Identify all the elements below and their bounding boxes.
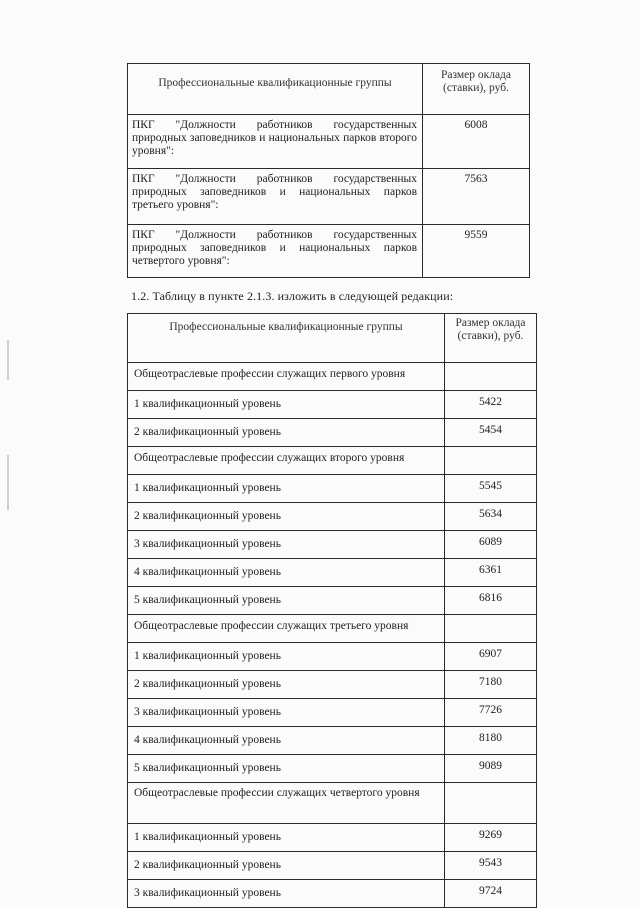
row-name: 2 квалификационный уровень xyxy=(128,503,445,531)
group-row xyxy=(128,783,537,824)
table-row xyxy=(128,391,537,419)
table-row xyxy=(128,531,537,559)
row-value: 9269 xyxy=(445,824,537,852)
row-value: 7563 xyxy=(423,169,530,225)
row-name: 1 квалификационный уровень xyxy=(128,643,445,671)
table-row xyxy=(128,115,530,169)
row-value: 5454 xyxy=(445,419,537,447)
amendment-caption: 1.2. Таблицу в пункте 2.1.3. изложить в следующей редакции: xyxy=(131,289,454,303)
row-name: 3 квалификационный уровень xyxy=(128,880,445,908)
row-value: 8180 xyxy=(445,727,537,755)
row-name: 4 квалификационный уровень xyxy=(128,727,445,755)
row-value: 9543 xyxy=(445,852,537,880)
table-row xyxy=(128,503,537,531)
row-name: 1 квалификационный уровень xyxy=(128,475,445,503)
row-value xyxy=(445,615,537,643)
header-salary: Размер оклада (ставки), руб. xyxy=(423,64,530,115)
table-row xyxy=(128,852,537,880)
row-value: 6361 xyxy=(445,559,537,587)
row-name: Общеотраслевые профессии служащих второго уровня xyxy=(128,447,445,475)
row-value: 9724 xyxy=(445,880,537,908)
table-row xyxy=(128,587,537,615)
scan-edge-mark xyxy=(7,340,9,380)
row-value: 6816 xyxy=(445,587,537,615)
row-value: 7180 xyxy=(445,671,537,699)
table-row xyxy=(128,727,537,755)
table-row xyxy=(128,225,530,278)
row-value: 5422 xyxy=(445,391,537,419)
row-name: Общеотраслевые профессии служащих четвертого уровня xyxy=(128,783,445,824)
row-value: 5634 xyxy=(445,503,537,531)
table-row xyxy=(128,755,537,783)
row-name: 2 квалификационный уровень xyxy=(128,419,445,447)
salary-table-employees xyxy=(127,313,537,908)
table-row xyxy=(128,419,537,447)
row-name: 5 квалификационный уровень xyxy=(128,587,445,615)
row-value: 9559 xyxy=(423,225,530,278)
row-value xyxy=(445,447,537,475)
table-row xyxy=(128,643,537,671)
row-value: 6907 xyxy=(445,643,537,671)
table-row xyxy=(128,559,537,587)
table-row xyxy=(128,880,537,908)
table-row xyxy=(128,671,537,699)
header-groups: Профессиональные квалификационные группы xyxy=(128,64,423,115)
row-name: ПКГ "Должности работников государственных природных заповедников и национальных парков четвертого уровня": xyxy=(128,225,423,278)
row-name: 3 квалификационный уровень xyxy=(128,531,445,559)
row-name: 2 квалификационный уровень xyxy=(128,852,445,880)
row-name: 3 квалификационный уровень xyxy=(128,699,445,727)
group-row xyxy=(128,615,537,643)
row-name: 2 квалификационный уровень xyxy=(128,671,445,699)
row-name: 1 квалификационный уровень xyxy=(128,391,445,419)
table-row xyxy=(128,699,537,727)
scan-edge-mark xyxy=(7,455,9,510)
salary-table-nature-reserves xyxy=(127,63,530,278)
header-groups: Профессиональные квалификационные группы xyxy=(128,314,445,363)
row-value xyxy=(445,783,537,824)
row-value: 9089 xyxy=(445,755,537,783)
table-row xyxy=(128,169,530,225)
table-header-row xyxy=(128,64,530,115)
row-name: 1 квалификационный уровень xyxy=(128,824,445,852)
row-name: ПКГ "Должности работников государственных природных заповедников и национальных парков второго уровня": xyxy=(128,115,423,169)
row-value: 6008 xyxy=(423,115,530,169)
row-name: 4 квалификационный уровень xyxy=(128,559,445,587)
row-value: 7726 xyxy=(445,699,537,727)
row-value: 6089 xyxy=(445,531,537,559)
table-row xyxy=(128,475,537,503)
row-name: Общеотраслевые профессии служащих первого уровня xyxy=(128,363,445,391)
group-row xyxy=(128,363,537,391)
row-name: ПКГ "Должности работников государственных природных заповедников и национальных парков третьего уровня": xyxy=(128,169,423,225)
group-row xyxy=(128,447,537,475)
table-row xyxy=(128,824,537,852)
row-value: 5545 xyxy=(445,475,537,503)
table-header-row xyxy=(128,314,537,363)
row-name: Общеотраслевые профессии служащих третьего уровня xyxy=(128,615,445,643)
row-value xyxy=(445,363,537,391)
header-salary: Размер оклада (ставки), руб. xyxy=(445,314,537,363)
row-name: 5 квалификационный уровень xyxy=(128,755,445,783)
